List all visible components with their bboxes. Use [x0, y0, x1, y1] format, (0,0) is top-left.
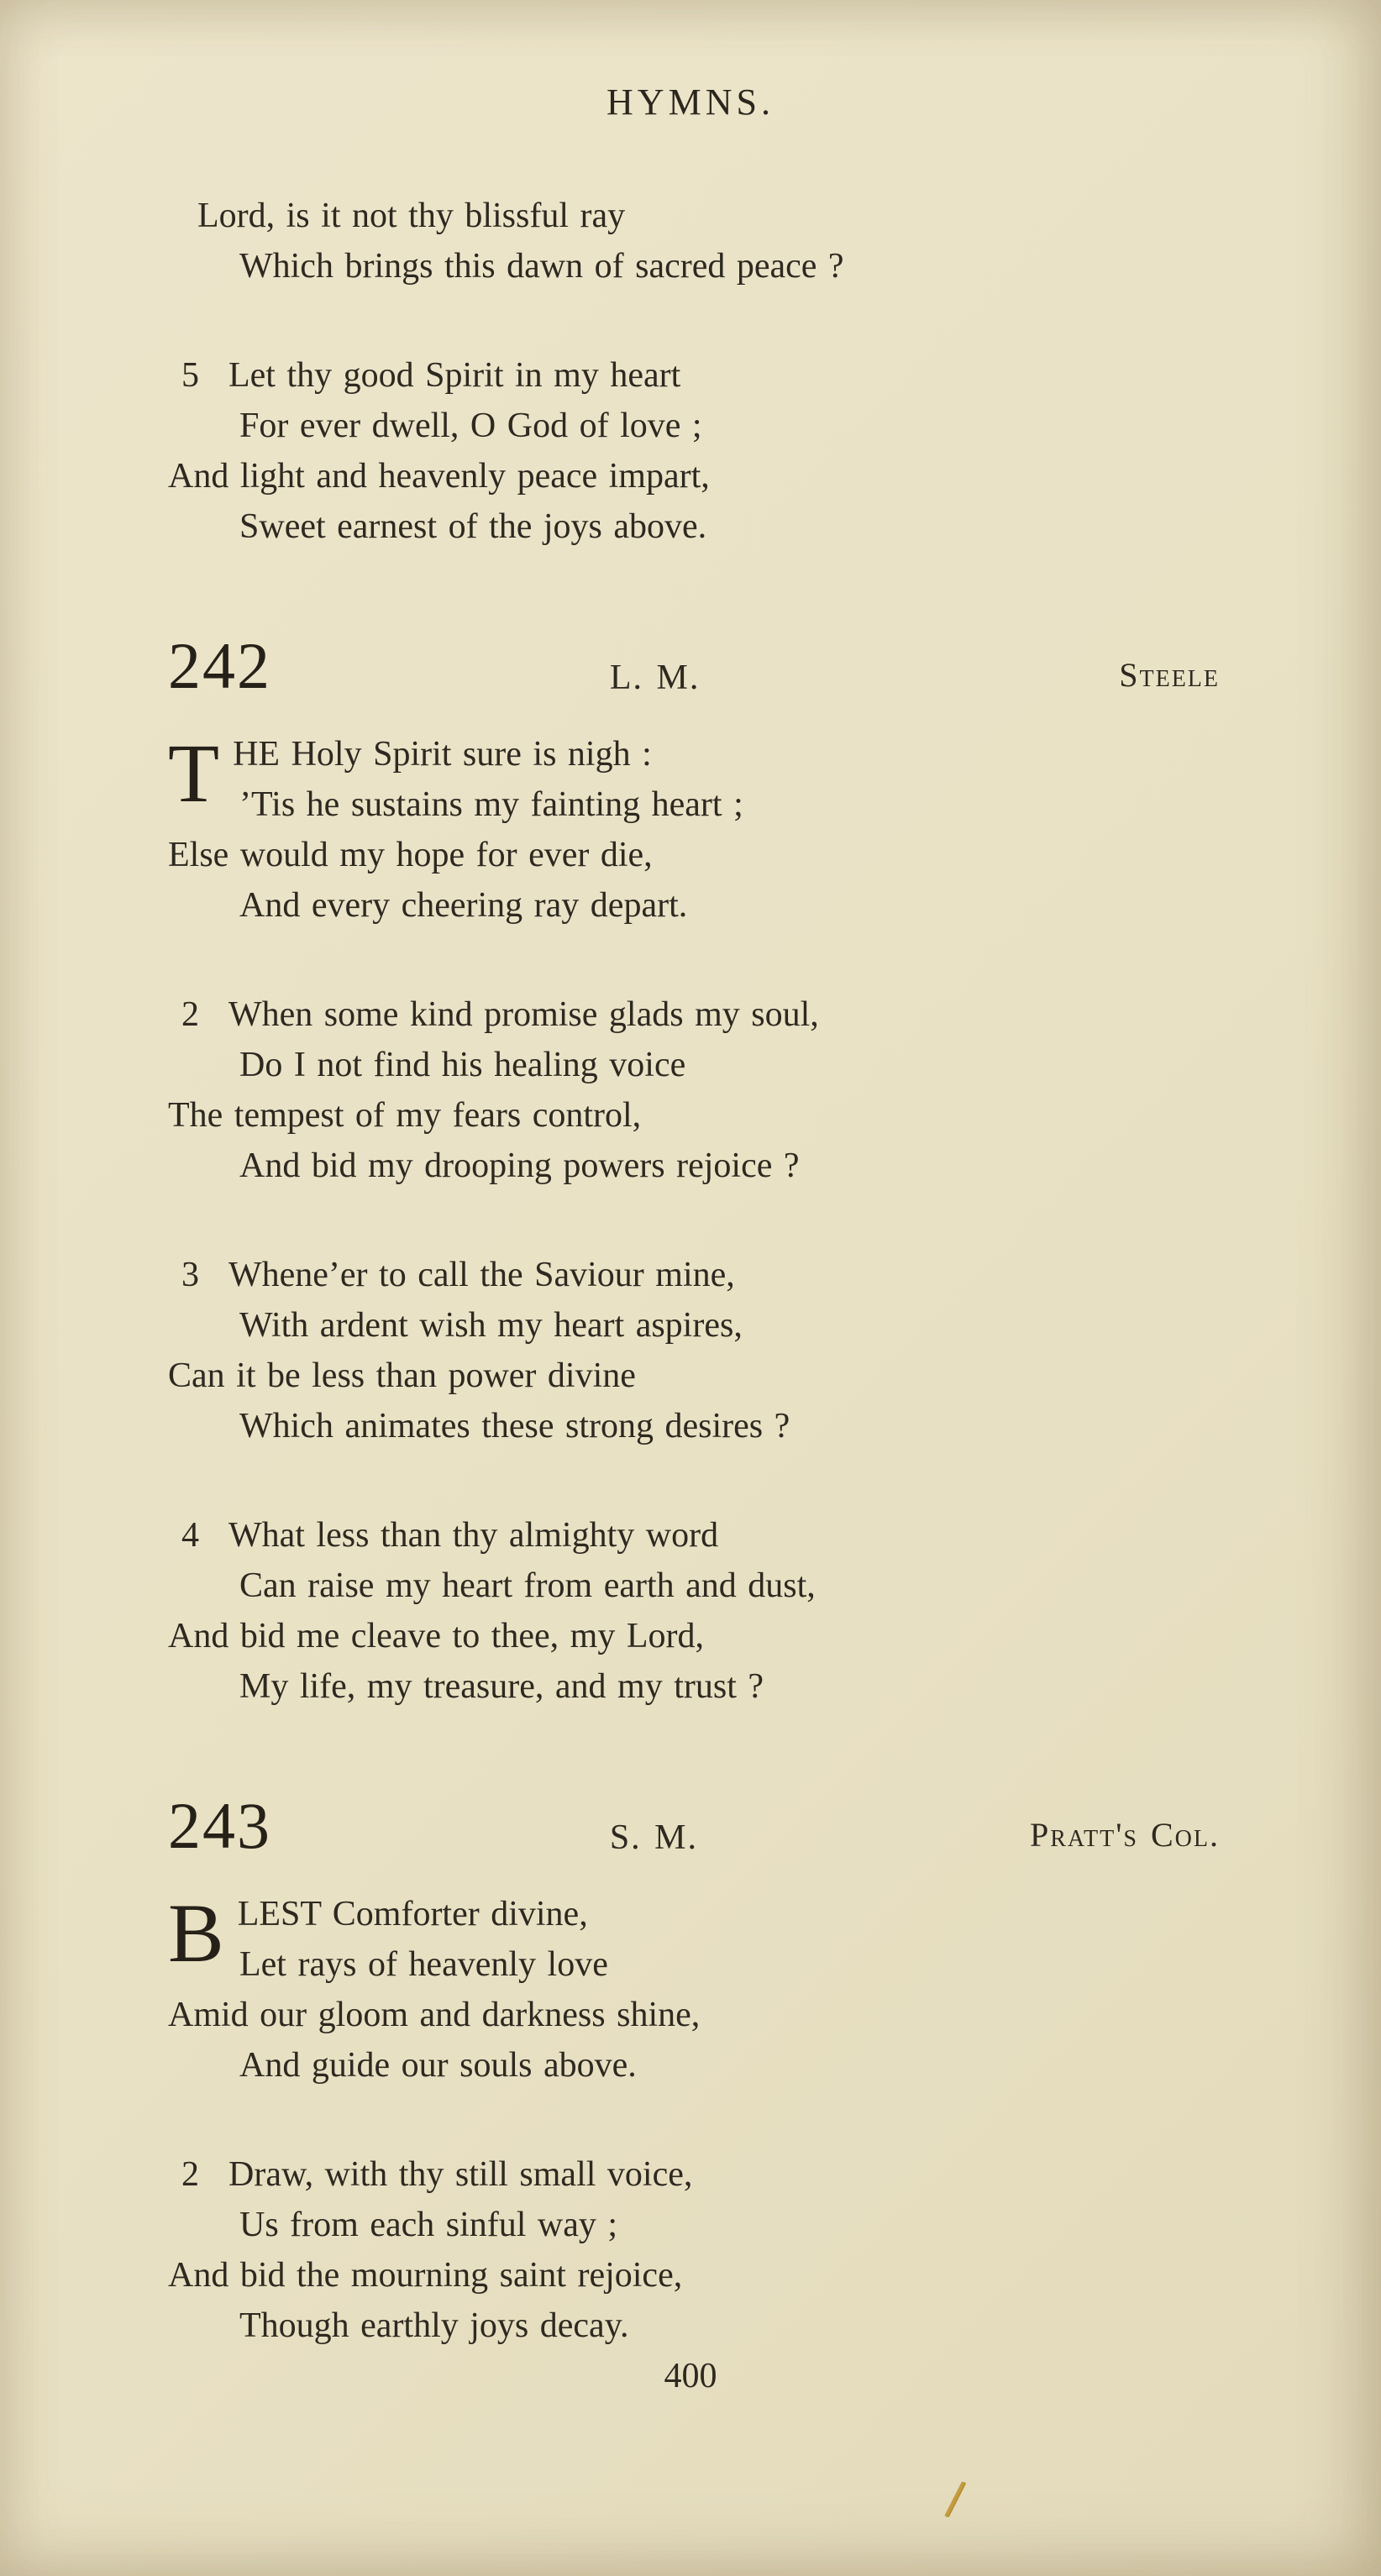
verse-line — [168, 779, 1220, 830]
hymn-number: 243 — [168, 1789, 271, 1862]
verse-line — [168, 1040, 1220, 1090]
verse-line — [168, 830, 1220, 880]
verse-line — [168, 1141, 1220, 1191]
verse-text: And bid the mourning saint rejoice, — [168, 2256, 683, 2295]
stanza — [168, 1510, 1220, 1712]
verse-line — [168, 1351, 1220, 1401]
verse-text: Let rays of heavenly love — [239, 1945, 608, 1984]
verse-text: And every cheering ray depart. — [239, 886, 688, 925]
verse-text: Us from each sinful way ; — [239, 2206, 618, 2244]
verse-line — [168, 1939, 1220, 1990]
verse-text: And bid me cleave to thee, my Lord, — [168, 1617, 704, 1655]
verse-line — [168, 241, 1220, 291]
verse-text: For ever dwell, O God of love ; — [239, 407, 702, 445]
hymn-meter: L. M. — [609, 658, 701, 697]
verse-line — [168, 1611, 1220, 1661]
hymn-meter: S. M. — [609, 1818, 699, 1857]
verse-line — [168, 1510, 1220, 1561]
stanza — [168, 2149, 1220, 2351]
verse-text: Draw, with thy still small voice, — [228, 2155, 693, 2194]
verse-line — [168, 729, 1220, 779]
verse-text: And bid my drooping powers rejoice ? — [239, 1146, 800, 1185]
verse-line — [168, 1300, 1220, 1351]
stanza — [168, 350, 1220, 552]
verse-line — [168, 1090, 1220, 1141]
verse-line — [168, 1401, 1220, 1451]
verse-text: Amid our gloom and darkness shine, — [168, 1996, 701, 2034]
verse-line — [168, 2250, 1220, 2301]
verse-line — [168, 2040, 1220, 2091]
verse-text: Lord, is it not thy blissful ray — [197, 197, 626, 235]
ink-mark: / — [943, 2468, 967, 2529]
stanza — [168, 191, 1220, 291]
stanza-number: 2 — [181, 2155, 199, 2194]
verse-text: Which animates these strong desires ? — [239, 1407, 790, 1445]
verse-text: Can it be less than power divine — [168, 1356, 636, 1395]
verse-line — [168, 1561, 1220, 1611]
verse-text: ’Tis he sustains my fainting heart ; — [239, 785, 743, 824]
hymn-text-block — [168, 191, 1220, 2351]
verse-text: My life, my treasure, and my trust ? — [239, 1667, 764, 1706]
stanza-number: 3 — [181, 1256, 199, 1294]
stanza — [168, 1886, 1220, 2091]
hymn-attribution: Pratt's Col. — [1029, 1816, 1220, 1854]
verse-text: With ardent wish my heart aspires, — [239, 1306, 743, 1345]
hymn-attribution: Steele — [1119, 656, 1220, 694]
verse-text: Though earthly joys decay. — [239, 2306, 629, 2345]
hymn-number: 242 — [168, 629, 271, 702]
hymn-heading — [168, 629, 1220, 702]
verse-text: Can raise my heart from earth and dust, — [239, 1566, 816, 1605]
verse-line — [168, 191, 1220, 241]
verse-text: What less than thy almighty word — [228, 1516, 719, 1555]
verse-line — [168, 989, 1220, 1040]
stanza-number: 4 — [181, 1516, 199, 1555]
verse-text: Else would my hope for ever die, — [168, 836, 653, 874]
stanza — [168, 1250, 1220, 1451]
drop-cap: T — [168, 727, 220, 820]
verse-text: Sweet earnest of the joys above. — [239, 507, 707, 546]
verse-line — [168, 2149, 1220, 2200]
verse-line — [168, 2301, 1220, 2351]
verse-line — [168, 350, 1220, 401]
verse-line — [168, 401, 1220, 451]
verse-line — [168, 1889, 1220, 1939]
verse-text: Which brings this dawn of sacred peace ? — [239, 247, 844, 286]
drop-cap: B — [168, 1886, 224, 1980]
stanza-number: 2 — [181, 995, 199, 1034]
verse-line — [168, 451, 1220, 501]
verse-text: LEST Comforter divine, — [237, 1895, 588, 1933]
verse-line — [168, 1661, 1220, 1712]
verse-line — [168, 1250, 1220, 1300]
verse-line — [168, 1990, 1220, 2040]
verse-text: Whene’er to call the Saviour mine, — [228, 1256, 735, 1294]
stanza — [168, 729, 1220, 931]
stanza-number: 5 — [181, 356, 199, 395]
verse-text: HE Holy Spirit sure is nigh : — [233, 735, 652, 774]
page-number: 400 — [664, 2357, 717, 2395]
verse-text: When some kind promise glads my soul, — [228, 995, 819, 1034]
verse-line — [168, 501, 1220, 552]
running-head: HYMNS. — [606, 81, 775, 123]
hymn-heading — [168, 1789, 1220, 1862]
verse-line — [168, 880, 1220, 931]
verse-text: And light and heavenly peace impart, — [168, 457, 710, 496]
stanza — [168, 989, 1220, 1191]
verse-text: Do I not find his healing voice — [239, 1046, 686, 1084]
verse-text: Let thy good Spirit in my heart — [228, 356, 681, 395]
verse-line — [168, 2200, 1220, 2250]
verse-text: And guide our souls above. — [239, 2046, 637, 2085]
verse-text: The tempest of my fears control, — [168, 1096, 642, 1135]
